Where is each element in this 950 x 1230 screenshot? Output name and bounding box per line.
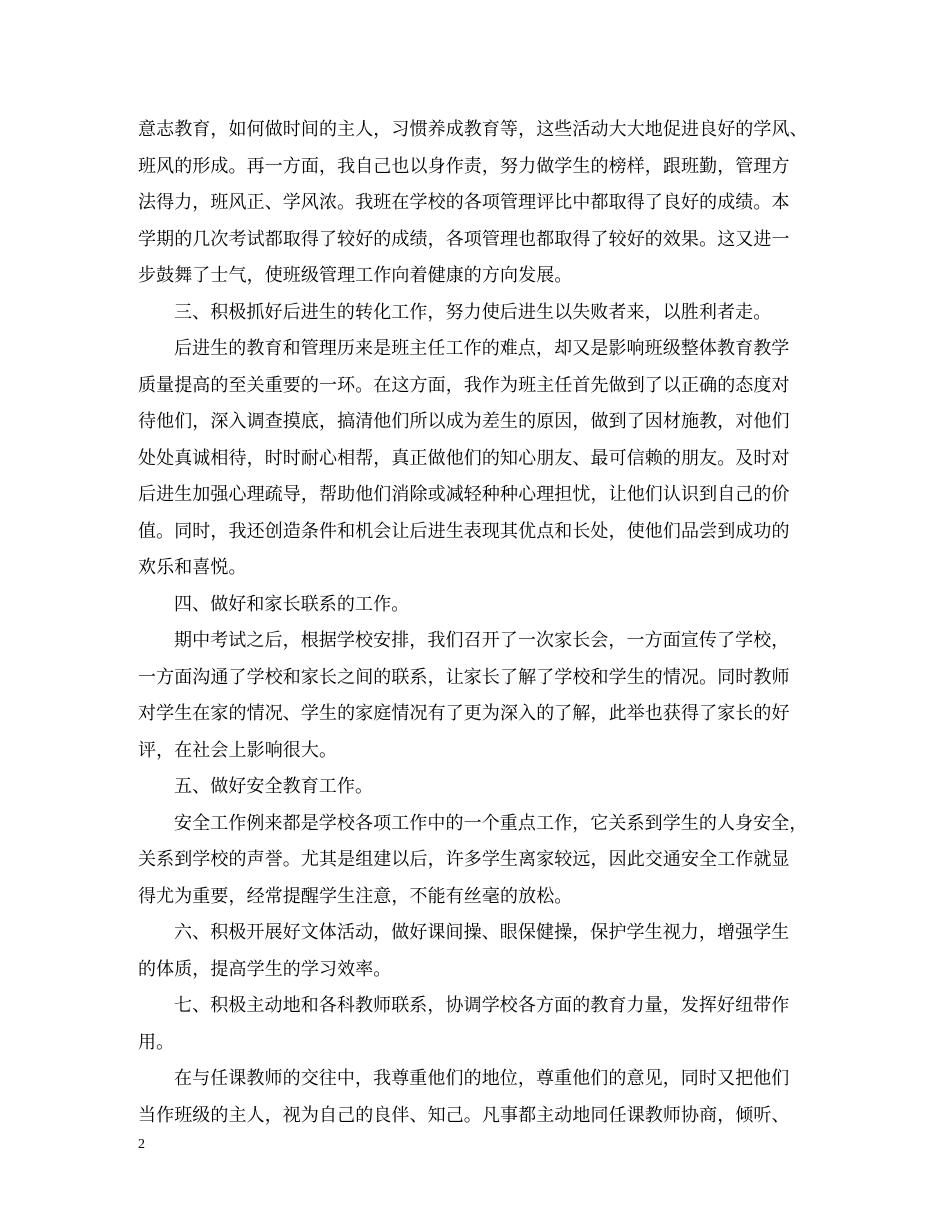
text-line: 得尤为重要，经常提醒学生注意，不能有丝毫的放松。 — [138, 885, 573, 907]
text-line: 安全工作例来都是学校各项工作中的一个重点工作，它关系到学生的人身安全， — [174, 812, 808, 834]
text-line: 意志教育，如何做时间的主人，习惯养成教育等，这些活动大大地促进良好的学风、 — [138, 119, 808, 140]
text-line: 班风的形成。再一方面，我自己也以身作责，努力做学生的榜样，跟班勤，管理方 — [138, 155, 790, 177]
text-line: 欢乐和喜悦。 — [138, 557, 247, 578]
text-line: 学期的几次考试都取得了较好的成绩，各项管理也都取得了较好的效果。这又进一 — [138, 228, 790, 250]
text-line: 三、积极抓好后进生的转化工作，努力使后进生以失败者来，以胜利者走。 — [174, 301, 772, 323]
text-line: 用。 — [138, 1031, 175, 1053]
text-line: 后进生加强心理疏导，帮助他们消除或减轻种种心理担忧，让他们认识到自己的价 — [138, 484, 790, 505]
text-line: 后进生的教育和管理历来是班主任工作的难点，却又是影响班级整体教育教学 — [174, 338, 790, 359]
text-line: 处处真诚相待，时时耐心相帮，真正做他们的知心朋友、最可信赖的朋友。及时对 — [138, 447, 790, 469]
text-line: 五、做好安全教育工作。 — [174, 776, 374, 797]
text-line: 在与任课教师的交往中，我尊重他们的地位，尊重他们的意见，同时又把他们 — [174, 1068, 790, 1089]
text-line: 一方面沟通了学校和家长之间的联系，让家长了解了学校和学生的情况。同时教师 — [138, 666, 790, 688]
text-line: 当作班级的主人，视为自己的良伴、知己。凡事都主动地同任课教师协商，倾听、 — [138, 1104, 790, 1126]
text-line: 步鼓舞了士气，使班级管理工作向着健康的方向发展。 — [138, 265, 573, 286]
text-line: 值。同时，我还创造条件和机会让后进生表现其优点和长处，使他们品尝到成功的 — [138, 520, 790, 542]
page-number: 2 — [138, 1137, 145, 1152]
text-line: 期中考试之后，根据学校安排，我们召开了一次家长会，一方面宣传了学校， — [174, 630, 790, 651]
text-line: 待他们，深入调查摸底，搞清他们所以成为差生的原因，做到了因材施教，对他们 — [138, 411, 790, 432]
text-line: 七、积极主动地和各科教师联系，协调学校各方面的教育力量，发挥好纽带作 — [174, 995, 790, 1016]
text-line: 法得力，班风正、学风浓。我班在学校的各项管理评比中都取得了良好的成绩。本 — [138, 192, 790, 213]
text-line: 六、积极开展好文体活动，做好课间操、眼保健操，保护学生视力，增强学生 — [174, 922, 790, 943]
text-line: 的体质，提高学生的学习效率。 — [138, 958, 392, 980]
text-line: 四、做好和家长联系的工作。 — [174, 593, 410, 615]
text-line: 质量提高的至关重要的一环。在这方面，我作为班主任首先做到了以正确的态度对 — [138, 374, 790, 396]
text-line: 关系到学校的声誉。尤其是组建以后，许多学生离家较远，因此交通安全工作就显 — [138, 849, 790, 870]
text-line: 对学生在家的情况、学生的家庭情况有了更为深入的了解，此举也获得了家长的好 — [138, 703, 790, 724]
body-text — [138, 112, 814, 1134]
text-line: 评，在社会上影响很大。 — [138, 739, 338, 761]
